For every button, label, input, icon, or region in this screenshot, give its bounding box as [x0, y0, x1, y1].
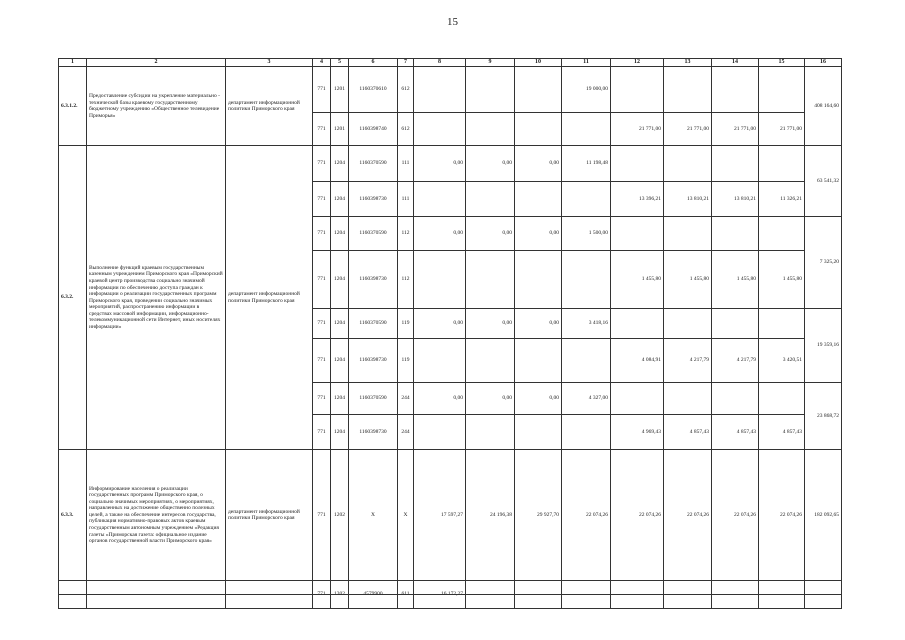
data-cell	[664, 217, 712, 251]
row-id: 6.3.3.	[59, 450, 87, 581]
data-cell	[759, 383, 805, 415]
data-cell	[515, 182, 562, 217]
data-cell: X	[349, 450, 398, 581]
data-cell: 1160398740	[349, 113, 398, 146]
row-department: департамент информационной политики Приморского края	[226, 67, 313, 146]
row-id: 6.3.1.2.	[59, 67, 87, 146]
header-cell: 3	[226, 59, 313, 67]
data-cell: 771	[313, 450, 331, 581]
data-cell	[562, 415, 611, 450]
row-department: департамент информационной политики Приморского края	[226, 146, 313, 450]
data-cell	[515, 251, 562, 309]
budget-table	[58, 58, 842, 609]
data-cell: 21 771,00	[611, 113, 664, 146]
data-cell: 112	[398, 217, 414, 251]
data-cell: 0,00	[466, 309, 515, 339]
data-cell: 244	[398, 383, 414, 415]
data-cell: 21 771,00	[759, 113, 805, 146]
data-cell	[611, 383, 664, 415]
data-cell	[712, 67, 759, 113]
data-cell: 0,00	[466, 146, 515, 182]
table-row	[59, 67, 842, 113]
header-cell: 5	[331, 59, 349, 67]
header-cell: 15	[759, 59, 805, 67]
data-cell: 1 455,80	[712, 251, 759, 309]
data-cell: 1 455,80	[759, 251, 805, 309]
data-cell	[414, 67, 466, 113]
header-cell: 2	[87, 59, 226, 67]
data-cell	[562, 113, 611, 146]
data-cell: 3 420,51	[759, 339, 805, 383]
row-description: Предоставление субсидии на укрепление материально - технической базы краевому государственному бюджетному учреждению «Общественное телевидение Приморья»	[87, 67, 226, 146]
data-cell	[611, 217, 664, 251]
data-cell	[664, 383, 712, 415]
data-cell: 1204	[331, 309, 349, 339]
data-cell: 1160370590	[349, 146, 398, 182]
total-cell: 63 541,32	[805, 146, 842, 217]
data-cell	[515, 67, 562, 113]
data-cell: 771	[313, 581, 331, 609]
data-cell	[759, 217, 805, 251]
data-cell: 4 217,79	[712, 339, 759, 383]
data-cell: 13 810,21	[664, 182, 712, 217]
header-cell: 11	[562, 59, 611, 67]
data-cell	[414, 251, 466, 309]
data-cell	[759, 67, 805, 113]
data-cell: 3 418,16	[562, 309, 611, 339]
data-cell: 22 074,26	[611, 450, 664, 581]
data-cell: 4 969,43	[611, 415, 664, 450]
data-cell: 111	[398, 146, 414, 182]
data-cell: 771	[313, 217, 331, 251]
bottom-rule	[58, 594, 841, 595]
data-cell	[414, 113, 466, 146]
data-cell: 21 771,00	[664, 113, 712, 146]
data-cell: 771	[313, 251, 331, 309]
data-cell: 612	[398, 67, 414, 113]
data-cell: 0,00	[414, 309, 466, 339]
data-cell: 4 084,91	[611, 339, 664, 383]
data-cell: 24 196,38	[466, 450, 515, 581]
data-cell: 1204	[331, 146, 349, 182]
header-cell: 7	[398, 59, 414, 67]
data-cell: 119	[398, 309, 414, 339]
data-cell	[664, 67, 712, 113]
header-cell: 9	[466, 59, 515, 67]
data-cell	[466, 113, 515, 146]
data-cell: 1160398730	[349, 182, 398, 217]
data-cell: 22 074,26	[712, 450, 759, 581]
data-cell: 1160398730	[349, 251, 398, 309]
data-cell: 611	[398, 581, 414, 609]
data-cell: 0,00	[414, 217, 466, 251]
data-cell: 771	[313, 113, 331, 146]
header-cell: 4	[313, 59, 331, 67]
data-cell: 1 500,00	[562, 217, 611, 251]
data-cell	[712, 383, 759, 415]
data-cell: 0,00	[414, 146, 466, 182]
data-cell: 1204	[331, 415, 349, 450]
header-cell: 14	[712, 59, 759, 67]
header-cell: 16	[805, 59, 842, 67]
data-cell	[414, 182, 466, 217]
data-cell	[611, 67, 664, 113]
total-cell: 23 868,72	[805, 383, 842, 450]
data-cell: 1204	[331, 383, 349, 415]
data-cell: 771	[313, 309, 331, 339]
data-cell: 111	[398, 182, 414, 217]
data-cell: 0,00	[515, 217, 562, 251]
data-cell: 1 455,80	[664, 251, 712, 309]
header-cell: 1	[59, 59, 87, 67]
data-cell: 22 074,26	[562, 450, 611, 581]
row-description: Выполнение функций краевым государственным казенным учреждением Приморского края «Приморский краевой центр производства социально значимой информации по обеспечению доступа граждан к информации о реализации государственных программ Приморского края, проведении социально значимых мероприятий, распространению информации в средствах массовой информации, информационно-телекоммуникационной сети Интернет, иных носителях информации»	[87, 146, 226, 450]
data-cell: 1202	[331, 450, 349, 581]
data-cell	[466, 339, 515, 383]
data-cell: 1202	[331, 581, 349, 609]
data-cell	[414, 339, 466, 383]
total-cell: 7 325,20	[805, 217, 842, 309]
page-number: 15	[447, 16, 458, 28]
data-cell: 0,00	[515, 146, 562, 182]
data-cell: 0,00	[466, 217, 515, 251]
data-cell	[466, 67, 515, 113]
header-cell: 10	[515, 59, 562, 67]
header-cell: 6	[349, 59, 398, 67]
data-cell: 1201	[331, 113, 349, 146]
data-cell: 1160370590	[349, 383, 398, 415]
total-cell: 182 092,65	[805, 450, 842, 581]
data-cell: X	[398, 450, 414, 581]
data-cell: 771	[313, 146, 331, 182]
row-description: Информирование населения о реализации государственных программ Приморского края, о социально значимых мероприятиях, о мероприятиях, направленных на достижение общественно полезных целей, а также на обеспечение интересов государства, публикация нормативно-правовых актов краевым государственным автономным учреждением «Редакция газеты «Приморская газета: официальное издание органов государственной власти Приморского края»	[87, 450, 226, 581]
data-cell: 4 327,00	[562, 383, 611, 415]
data-cell: 13 810,21	[712, 182, 759, 217]
data-cell: 1204	[331, 182, 349, 217]
data-cell	[466, 182, 515, 217]
data-cell: 0,00	[515, 383, 562, 415]
data-cell	[562, 182, 611, 217]
data-cell	[611, 146, 664, 182]
data-cell: 112	[398, 251, 414, 309]
total-cell: 19 359,16	[805, 309, 842, 383]
data-cell: 22 074,26	[664, 450, 712, 581]
total-cell: 408 164,60	[805, 67, 842, 146]
data-cell: 4 857,43	[759, 415, 805, 450]
table-row	[59, 450, 842, 581]
data-cell	[759, 146, 805, 182]
data-cell	[562, 251, 611, 309]
data-cell: 771	[313, 383, 331, 415]
table-row	[59, 146, 842, 182]
data-cell: 29 927,70	[515, 450, 562, 581]
data-cell	[712, 146, 759, 182]
data-cell	[759, 309, 805, 339]
header-row	[59, 59, 842, 67]
data-cell: 1204	[331, 251, 349, 309]
data-cell: 19 000,00	[562, 67, 611, 113]
data-cell: 0,00	[515, 309, 562, 339]
data-cell: 1160398730	[349, 339, 398, 383]
data-cell: 771	[313, 415, 331, 450]
data-cell	[664, 146, 712, 182]
data-cell: 1201	[331, 67, 349, 113]
data-cell: 4 857,43	[712, 415, 759, 450]
data-cell: 1160370590	[349, 217, 398, 251]
row-id: 6.3.2.	[59, 146, 87, 450]
data-cell: 771	[313, 182, 331, 217]
data-cell	[712, 309, 759, 339]
data-cell: 1160370610	[349, 67, 398, 113]
data-cell: 0,00	[414, 383, 466, 415]
data-cell: 1160398730	[349, 415, 398, 450]
data-cell: 1204	[331, 339, 349, 383]
data-cell	[466, 251, 515, 309]
row-department: департамент информационной политики Приморского края	[226, 450, 313, 581]
data-cell	[664, 309, 712, 339]
data-cell: 4579900	[349, 581, 398, 609]
data-cell: 0,00	[466, 383, 515, 415]
data-cell	[515, 339, 562, 383]
data-cell: 22 074,26	[759, 450, 805, 581]
data-cell: 771	[313, 339, 331, 383]
data-cell: 612	[398, 113, 414, 146]
data-cell	[562, 339, 611, 383]
header-cell: 13	[664, 59, 712, 67]
data-cell: 17 597,27	[414, 450, 466, 581]
data-cell: 244	[398, 415, 414, 450]
header-cell: 12	[611, 59, 664, 67]
data-cell	[611, 309, 664, 339]
data-cell: 1 455,80	[611, 251, 664, 309]
data-cell: 4 857,43	[664, 415, 712, 450]
data-cell	[515, 415, 562, 450]
data-cell: 11 326,21	[759, 182, 805, 217]
header-cell: 8	[414, 59, 466, 67]
data-cell: 119	[398, 339, 414, 383]
data-cell: 13 396,21	[611, 182, 664, 217]
data-cell: 16 172,27	[414, 581, 466, 609]
data-cell	[515, 113, 562, 146]
data-cell: 11 198,48	[562, 146, 611, 182]
data-cell: 1204	[331, 217, 349, 251]
data-cell	[712, 217, 759, 251]
data-cell: 21 771,00	[712, 113, 759, 146]
data-cell: 771	[313, 67, 331, 113]
data-cell: 4 217,79	[664, 339, 712, 383]
data-cell	[466, 415, 515, 450]
data-cell	[414, 415, 466, 450]
data-cell: 1160370590	[349, 309, 398, 339]
